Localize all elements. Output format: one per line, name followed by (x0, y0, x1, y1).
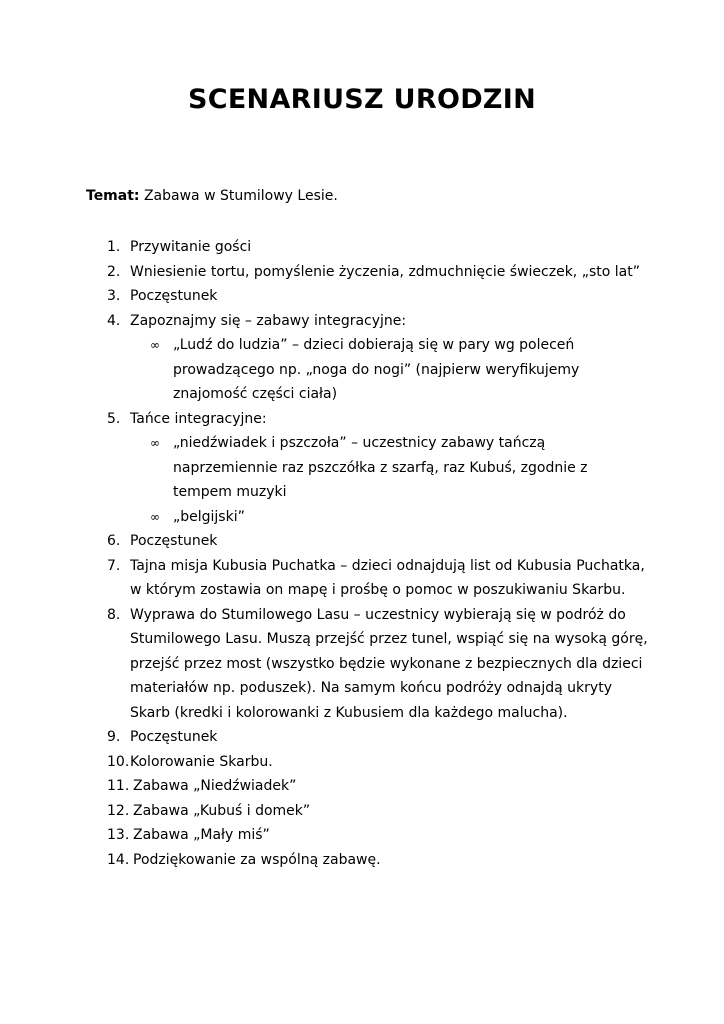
list-item (0, 554, 650, 603)
list-item-text: Podziękowanie za wspólną zabawę. (133, 851, 381, 868)
list-item-number: 9. (107, 729, 121, 745)
list-item-number: 7. (107, 557, 121, 574)
list-item (0, 603, 650, 726)
subject-line (86, 188, 338, 204)
list-item-number: 8. (107, 606, 121, 623)
infinity-bullet-icon: ∞ (150, 338, 160, 352)
list-item-text: Zabawa „Niedźwiadek” (133, 778, 297, 794)
sub-list-item-text: „niedźwiadek i pszczoła” – uczestnicy zabawy tańczą naprzemiennie raz pszczółka z szarfą, raz Kubuś, zgodnie z tempem muzyki (173, 435, 588, 500)
list-item (0, 848, 653, 873)
list-item-text: Poczęstunek (130, 729, 218, 745)
scenario-list (0, 235, 724, 872)
infinity-bullet-icon: ∞ (150, 509, 160, 524)
sub-list-item (0, 431, 643, 505)
list-item-text: Zapoznajmy się – zabawy integracyjne: (130, 312, 407, 329)
list-item (0, 823, 653, 848)
list-item-text: Poczęstunek (130, 533, 218, 549)
list-item (0, 799, 653, 824)
list-item-text: Wniesienie tortu, pomyślenie życzenia, zdmuchnięcie świeczek, „sto lat” (130, 263, 640, 280)
list-item-number: 12. (107, 802, 130, 819)
subject-label: Temat: (86, 188, 140, 204)
list-item-text: Zabawa „Mały miś” (133, 827, 270, 843)
list-item (0, 774, 653, 799)
list-item-number: 14. (107, 851, 130, 868)
list-item (0, 284, 650, 309)
list-item (0, 407, 650, 432)
sub-list-item (0, 505, 643, 530)
subject-value: Zabawa w Stumilowy Lesie. (139, 188, 338, 204)
list-item (0, 309, 650, 334)
list-item (0, 235, 650, 260)
list-item (0, 529, 650, 554)
list-item (0, 260, 650, 285)
list-item-text: Zabawa „Kubuś i domek” (133, 802, 311, 819)
list-item-number: 10. (107, 753, 130, 770)
document-title: SCENARIUSZ URODZIN (187, 84, 537, 115)
list-item-number: 1. (107, 239, 121, 255)
list-item-text: Wyprawa do Stumilowego Lasu – uczestnicy wybierają się w podróż do Stumilowego Lasu. Muszą przejść przez tunel, wspiąć się na wysoką górę, przejść przez most (wszystko będzie wykonane z bezpiecznych dla dzieci materiałów np. poduszek). Na samym końcu podróży odnajdą ukryty Skarb (kredki i kolorowanki z Kubusiem dla każdego malucha). (130, 606, 648, 721)
list-item-number: 11. (107, 778, 130, 794)
infinity-bullet-icon: ∞ (150, 436, 160, 450)
sub-list-item-text: „belgijski” (173, 508, 245, 525)
list-item-text: Poczęstunek (130, 288, 218, 304)
list-item (0, 725, 650, 750)
list-item-number: 3. (107, 288, 121, 304)
list-item-text: Kolorowanie Skarbu. (130, 753, 273, 770)
list-item-text: Przywitanie gości (130, 239, 252, 255)
list-item-text: Tajna misja Kubusia Puchatka – dzieci odnajdują list od Kubusia Puchatka, w którym zostawia on mapę i prośbę o pomoc w poszukiwaniu Skarbu. (130, 557, 645, 598)
list-item-number: 6. (107, 533, 121, 549)
list-item-number: 2. (107, 263, 121, 280)
list-item-number: 5. (107, 410, 121, 427)
list-item-number: 4. (107, 312, 121, 329)
sub-list-item (0, 333, 643, 407)
list-item-text: Tańce integracyjne: (130, 410, 267, 427)
list-item (0, 750, 650, 775)
sub-list-item-text: „Ludź do ludzia” – dzieci dobierają się w pary wg poleceń prowadzącego np. „noga do nogi” (najpierw weryfikujemy znajomość części ciała) (173, 337, 580, 402)
list-item-number: 13. (107, 827, 130, 843)
